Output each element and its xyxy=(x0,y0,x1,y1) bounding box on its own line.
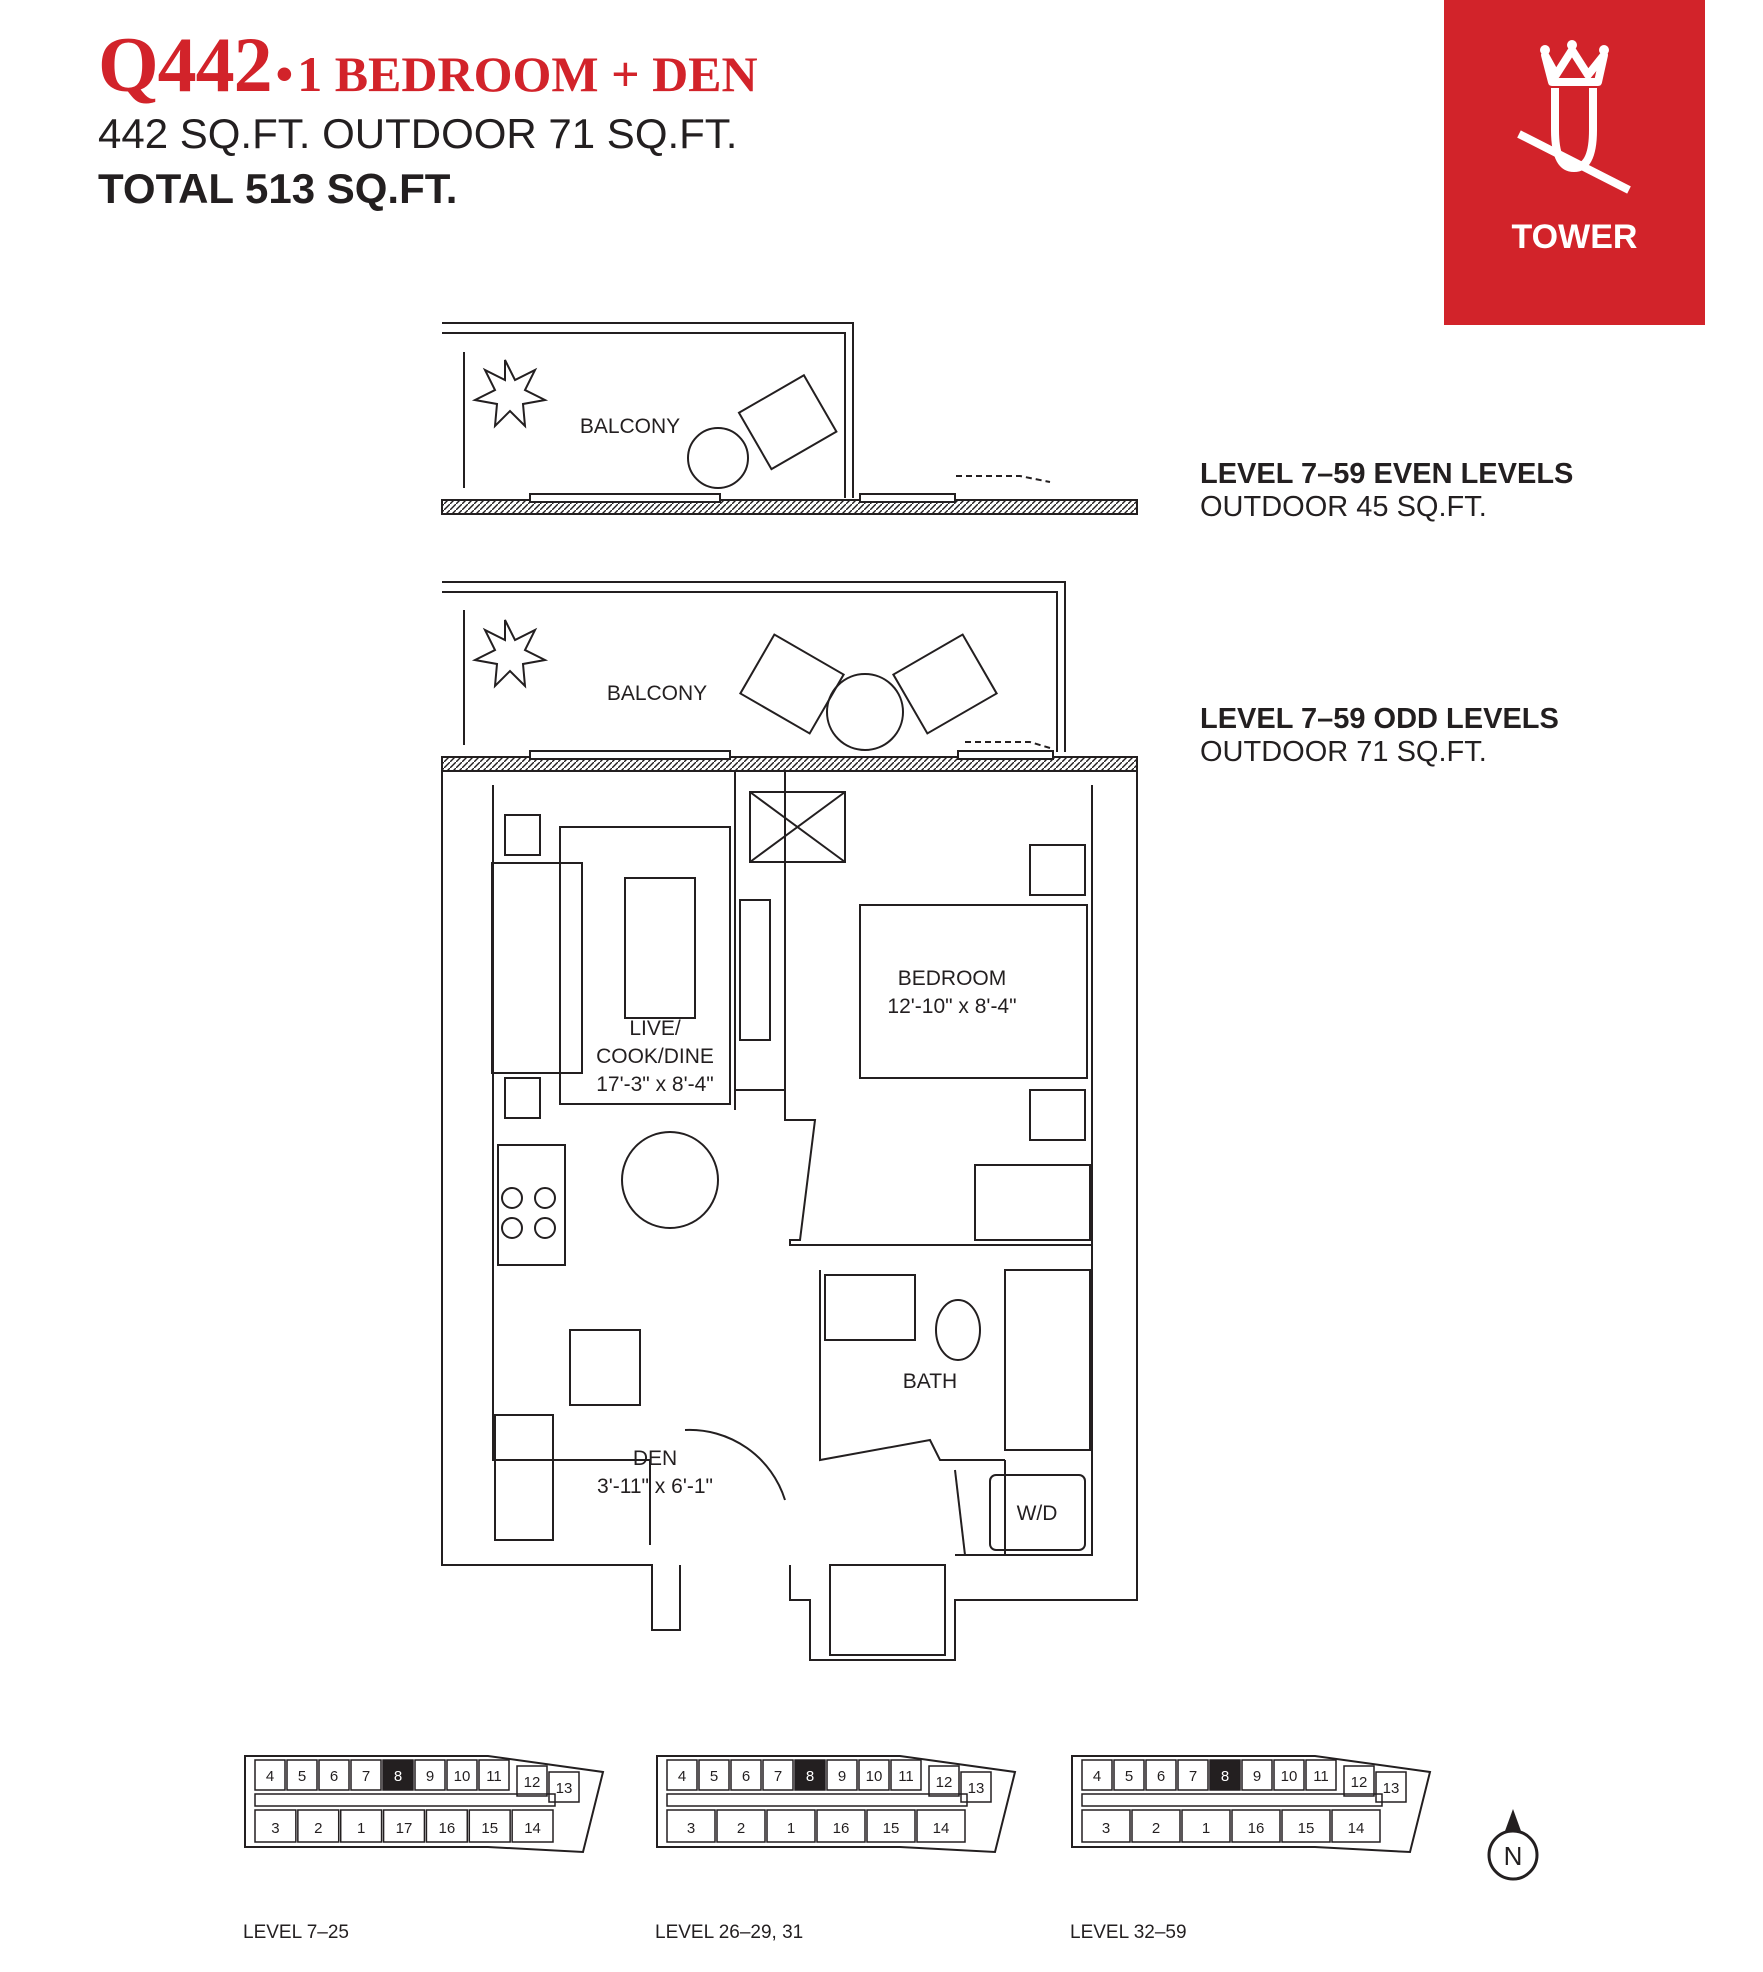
keyplan-corridor xyxy=(1082,1794,1382,1806)
keyplan-unit-number: 9 xyxy=(425,1768,435,1785)
keyplan-unit-number: 8 xyxy=(393,1768,403,1785)
bedroom-label: BEDROOM xyxy=(897,967,1007,990)
live-label-2: COOK/DINE xyxy=(596,1045,714,1068)
keyplan-unit-number: 1 xyxy=(786,1820,796,1837)
keyplan-unit-number: 16 xyxy=(1247,1820,1265,1837)
live-label-1: LIVE/ xyxy=(629,1017,681,1040)
unit-type: 1 BEDROOM + DEN xyxy=(297,46,758,102)
north-arrow-icon xyxy=(1483,1805,1543,1885)
unit-code: Q442 xyxy=(98,21,272,108)
keyplan-unit-number: 7 xyxy=(1188,1768,1198,1785)
keyplan-3 xyxy=(1070,1752,1450,1862)
keyplan-unit-number: 7 xyxy=(773,1768,783,1785)
balcony-chair-icon xyxy=(893,635,996,734)
bath-label: BATH xyxy=(902,1370,958,1393)
total-area: TOTAL 513 SQ.FT. xyxy=(98,165,458,212)
toilet-icon xyxy=(936,1300,980,1360)
bathtub-icon xyxy=(1005,1270,1090,1450)
keyplan-unit-number: 5 xyxy=(1124,1768,1134,1785)
keyplan-unit-number: 5 xyxy=(297,1768,307,1785)
unit-separator: • xyxy=(275,46,294,102)
keyplan-unit-number: 15 xyxy=(481,1820,499,1837)
keyplan-1 xyxy=(243,1752,623,1862)
keyplan-unit-number: 2 xyxy=(314,1820,323,1837)
even-level-outdoor: OUTDOOR 45 SQ.FT. xyxy=(1200,491,1487,523)
keyplan-unit-number: 14 xyxy=(524,1820,541,1837)
keyplan-1-label: LEVEL 7–25 xyxy=(243,1922,349,1943)
keyplan-unit-number: 8 xyxy=(805,1768,815,1785)
odd-balcony xyxy=(442,582,1137,771)
keyplan-unit-number: 15 xyxy=(1297,1820,1315,1837)
keyplan-unit-number: 2 xyxy=(1151,1820,1161,1837)
keyplan-unit-number: 12 xyxy=(1350,1774,1368,1791)
keyplan-corridor xyxy=(667,1794,967,1806)
keyplan-unit-number: 11 xyxy=(898,1768,914,1785)
keyplan-unit-number: 16 xyxy=(438,1820,456,1837)
keyplan-unit-number: 6 xyxy=(329,1768,339,1785)
keyplan-unit-number: 4 xyxy=(265,1768,275,1785)
odd-level-heading: LEVEL 7–59 ODD LEVELS xyxy=(1200,703,1559,735)
kitchen-counter xyxy=(498,1145,565,1265)
area-summary: 442 SQ.FT. OUTDOOR 71 SQ.FT. xyxy=(98,110,738,157)
den-label: DEN xyxy=(632,1447,678,1470)
balcony-label-even: BALCONY xyxy=(579,415,681,438)
keyplan-unit-number: 11 xyxy=(486,1768,502,1785)
desk-icon xyxy=(495,1415,553,1540)
bedroom-closet xyxy=(975,1165,1090,1240)
keyplan-unit-number: 9 xyxy=(837,1768,847,1785)
nightstand-icon xyxy=(1030,845,1085,895)
plant-icon xyxy=(475,620,545,686)
even-level-heading: LEVEL 7–59 EVEN LEVELS xyxy=(1200,458,1574,490)
keyplan-unit-number: 2 xyxy=(736,1820,746,1837)
bed-icon xyxy=(860,905,1087,1078)
keyplan-unit-number: 1 xyxy=(356,1820,366,1837)
odd-level-outdoor: OUTDOOR 71 SQ.FT. xyxy=(1200,736,1487,768)
keyplan-unit-number: 6 xyxy=(1156,1768,1166,1785)
den-dimensions: 3'-11" x 6'-1" xyxy=(597,1475,713,1498)
even-balcony xyxy=(442,323,1137,514)
keyplan-2-label: LEVEL 26–29, 31 xyxy=(655,1922,804,1943)
keyplan-unit-number: 12 xyxy=(935,1774,953,1791)
dining-table-icon xyxy=(622,1132,718,1228)
keyplan-unit-number: 10 xyxy=(865,1768,883,1785)
lamp-icon xyxy=(505,815,540,855)
keyplan-unit-number: 8 xyxy=(1220,1768,1230,1785)
keyplan-unit-number: 11 xyxy=(1313,1768,1329,1785)
plant-icon xyxy=(475,360,545,426)
living-furniture xyxy=(492,815,770,1405)
keyplan-unit-number: 5 xyxy=(709,1768,719,1785)
keyplan-2 xyxy=(655,1752,1035,1862)
kitchen-sink-icon xyxy=(570,1330,640,1405)
keyplan-unit-number: 16 xyxy=(832,1820,850,1837)
suite-walls xyxy=(442,770,1137,1660)
keyplan-unit-number: 3 xyxy=(271,1820,280,1837)
keyplan-unit-number: 3 xyxy=(1101,1820,1111,1837)
north-label: N xyxy=(1503,1841,1523,1871)
keyplan-unit-number: 10 xyxy=(1280,1768,1298,1785)
keyplan-unit-number: 4 xyxy=(677,1768,687,1785)
keyplan-unit-number: 12 xyxy=(523,1774,541,1791)
keyplan-unit-number: 3 xyxy=(686,1820,696,1837)
keyplan-unit-number: 10 xyxy=(453,1768,471,1785)
balcony-label-odd: BALCONY xyxy=(606,682,708,705)
keyplan-3-label: LEVEL 32–59 xyxy=(1070,1922,1187,1943)
bedroom-dimensions: 12'-10" x 8'-4" xyxy=(887,995,1017,1018)
sofa-icon xyxy=(492,863,582,1073)
keyplan-unit-number: 6 xyxy=(741,1768,751,1785)
keyplan-unit-number: 17 xyxy=(395,1820,413,1837)
keyplan-unit-number: 1 xyxy=(1201,1820,1211,1837)
brand-label: TOWER xyxy=(1511,218,1638,256)
keyplan-unit-number: 13 xyxy=(967,1780,985,1797)
keyplan-unit-number: 4 xyxy=(1092,1768,1102,1785)
keyplan-unit-number: 14 xyxy=(1347,1820,1365,1837)
keyplan-unit-number: 14 xyxy=(932,1820,950,1837)
entry-closet xyxy=(830,1565,945,1655)
bath-fixtures xyxy=(495,1270,1090,1655)
keyplan-unit-number: 7 xyxy=(361,1768,371,1785)
keyplan-unit-number: 9 xyxy=(1252,1768,1262,1785)
keyplan-unit-number: 13 xyxy=(1382,1780,1400,1797)
nightstand-icon xyxy=(1030,1090,1085,1140)
keyplan-unit-number: 13 xyxy=(555,1780,573,1797)
tv-icon xyxy=(740,900,770,1040)
balcony-table-icon xyxy=(688,428,748,488)
wd-label: W/D xyxy=(1016,1502,1058,1525)
keyplan-corridor xyxy=(255,1794,555,1806)
vanity-icon xyxy=(825,1275,915,1340)
keyplan-unit-number: 15 xyxy=(882,1820,900,1837)
lamp-icon xyxy=(505,1078,540,1118)
live-dimensions: 17'-3" x 8'-4" xyxy=(596,1073,714,1096)
balcony-chair-icon xyxy=(739,375,836,469)
